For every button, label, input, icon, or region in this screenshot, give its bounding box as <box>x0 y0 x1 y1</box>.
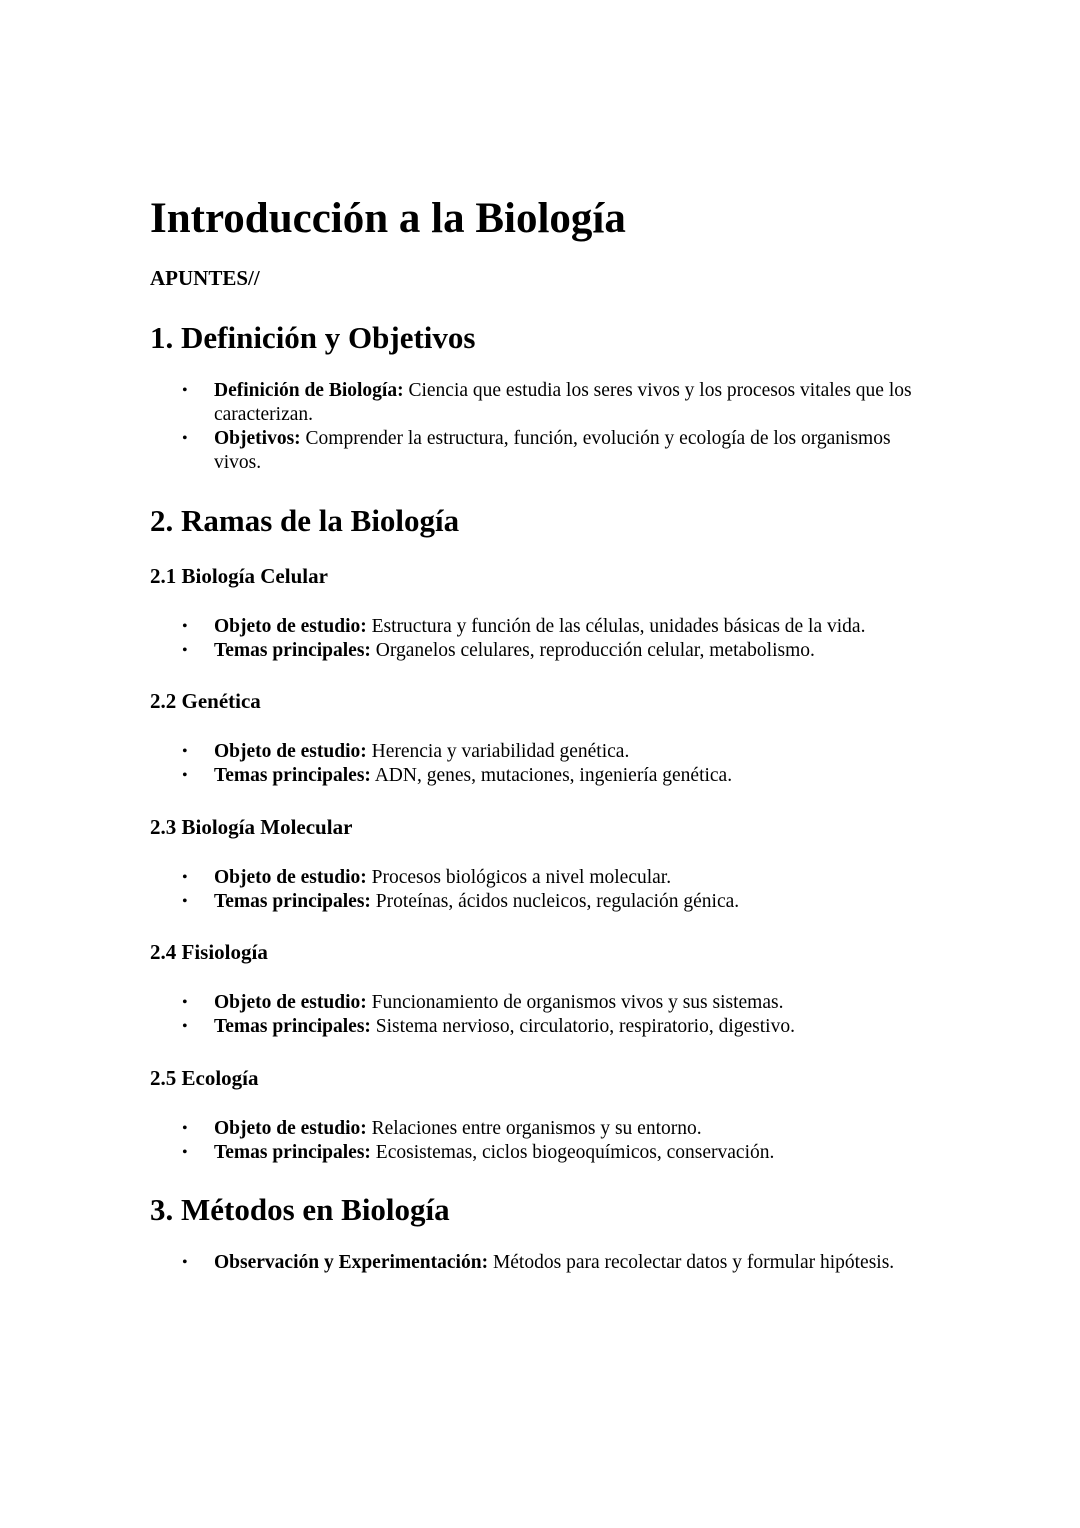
fisiologia-list <box>182 991 974 1039</box>
genetica-list <box>182 740 974 788</box>
celular-list <box>182 615 974 663</box>
item-text: Sistema nervioso, circulatorio, respiratorio, digestivo. <box>370 1016 795 1037</box>
item-text: Organelos celulares, reproducción celular, metabolismo. <box>370 640 815 661</box>
subsection-heading-celular: 2.1 Biología Celular <box>150 564 328 588</box>
item-label: Objeto de estudio: <box>214 992 367 1013</box>
bullet-icon: • <box>182 893 188 910</box>
molecular-list <box>182 866 974 914</box>
item-label: Observación y Experimentación: <box>214 1252 489 1273</box>
item-label: Temas principales: <box>214 1142 371 1163</box>
list-item <box>182 890 974 914</box>
item-text: Proteínas, ácidos nucleicos, regulación génica. <box>370 891 740 912</box>
bullet-icon: • <box>182 1120 188 1137</box>
item-text: Relaciones entre organismos y su entorno. <box>366 1118 702 1139</box>
bullet-icon: • <box>182 994 188 1011</box>
item-label: Objeto de estudio: <box>214 1118 367 1139</box>
list-item <box>182 639 974 663</box>
bullet-icon: • <box>182 743 188 760</box>
subsection-heading-genetica: 2.2 Genética <box>150 689 261 713</box>
item-label: Objeto de estudio: <box>214 867 367 888</box>
list-item <box>182 991 974 1015</box>
bullet-icon: • <box>182 1254 188 1271</box>
item-label: Temas principales: <box>214 891 371 912</box>
list-item <box>182 615 974 639</box>
list-item <box>182 1015 974 1039</box>
list-item <box>182 1251 914 1275</box>
list-item <box>182 1117 974 1141</box>
bullet-icon: • <box>182 1144 188 1161</box>
bullet-icon: • <box>182 1018 188 1035</box>
item-text: ADN, genes, mutaciones, ingeniería genética. <box>370 765 733 786</box>
bullet-icon: • <box>182 767 188 784</box>
item-label: Temas principales: <box>214 640 371 661</box>
item-text: Métodos para recolectar datos y formular hipótesis. <box>488 1252 895 1273</box>
list-item <box>182 740 974 764</box>
item-label: Objeto de estudio: <box>214 616 367 637</box>
section-heading-ramas: 2. Ramas de la Biología <box>150 503 460 538</box>
item-label: Temas principales: <box>214 1016 371 1037</box>
bullet-icon: • <box>182 430 188 447</box>
item-text: Funcionamiento de organismos vivos y sus sistemas. <box>366 992 784 1013</box>
metodos-list <box>182 1251 914 1275</box>
document-subtitle: APUNTES// <box>150 266 260 290</box>
item-label: Temas principales: <box>214 765 371 786</box>
item-label: Definición de Biología: <box>214 380 404 401</box>
bullet-icon: • <box>182 618 188 635</box>
list-item <box>182 379 934 427</box>
item-text: Herencia y variabilidad genética. <box>366 741 630 762</box>
list-item <box>182 1141 974 1165</box>
document-title: Introducción a la Biología <box>150 195 626 242</box>
subsection-heading-molecular: 2.3 Biología Molecular <box>150 815 353 839</box>
section-heading-definicion: 1. Definición y Objetivos <box>150 320 476 355</box>
ecologia-list <box>182 1117 974 1165</box>
list-item <box>182 764 974 788</box>
bullet-icon: • <box>182 869 188 886</box>
item-text: Ciencia que estudia los seres vivos y los procesos vitales que los caracterizan. <box>214 380 912 425</box>
section-heading-metodos: 3. Métodos en Biología <box>150 1192 450 1227</box>
item-text: Procesos biológicos a nivel molecular. <box>366 867 672 888</box>
subsection-heading-fisiologia: 2.4 Fisiología <box>150 940 268 964</box>
definicion-list <box>182 379 934 475</box>
item-text: Estructura y función de las células, unidades básicas de la vida. <box>366 616 866 637</box>
subsection-heading-ecologia: 2.5 Ecología <box>150 1066 259 1090</box>
bullet-icon: • <box>182 382 188 399</box>
bullet-icon: • <box>182 642 188 659</box>
item-text: Comprender la estructura, función, evolución y ecología de los organismos vivos. <box>214 428 891 473</box>
list-item <box>182 866 974 890</box>
item-text: Ecosistemas, ciclos biogeoquímicos, conservación. <box>370 1142 775 1163</box>
list-item <box>182 427 934 475</box>
item-label: Objeto de estudio: <box>214 741 367 762</box>
item-label: Objetivos: <box>214 428 301 449</box>
